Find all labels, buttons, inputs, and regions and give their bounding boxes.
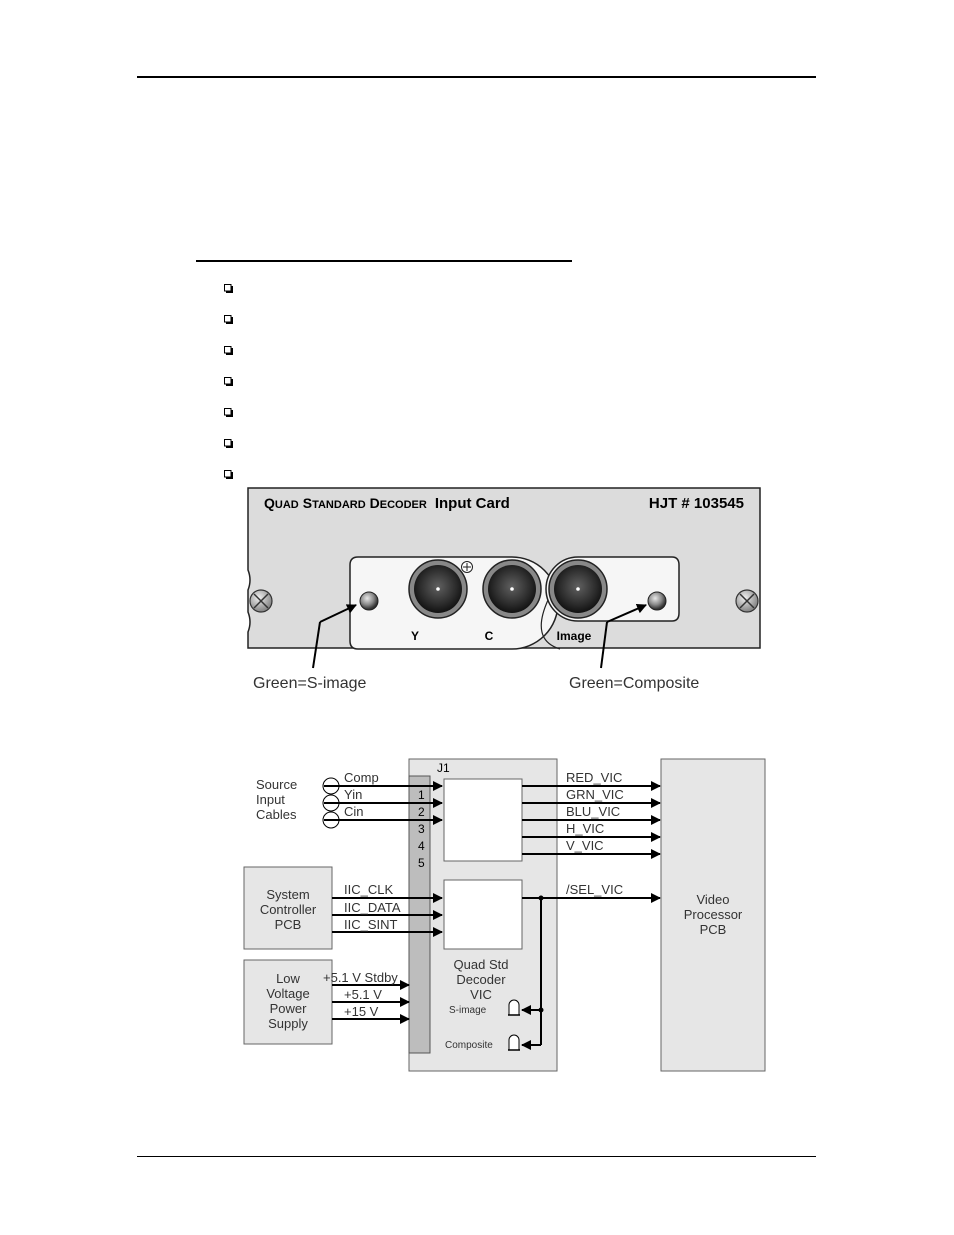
decoder-label-line3: VIC xyxy=(470,987,492,1002)
j1-pin-1: 1 xyxy=(418,788,425,802)
j1-label: J1 xyxy=(437,761,450,775)
system-controller-line2: Controller xyxy=(259,902,317,917)
power-rail-5v: +5.1 V xyxy=(344,987,382,1002)
system-controller-line3: PCB xyxy=(274,917,302,932)
iic-data-label: IIC_DATA xyxy=(344,900,401,915)
input-card-front-panel xyxy=(248,488,760,649)
power-supply-line3: Power xyxy=(269,1001,307,1016)
c-bnc-connector-icon xyxy=(483,560,541,618)
j1-pin-2: 2 xyxy=(418,805,425,819)
decoder-video-block xyxy=(444,779,522,861)
c-label: C xyxy=(484,629,494,643)
j1-pin-5: 5 xyxy=(418,856,425,870)
right-screw-icon xyxy=(736,590,758,612)
sel-vic-label: /SEL_VIC xyxy=(566,882,624,897)
output-v-vic: V_VIC xyxy=(566,838,604,853)
j1-pin-3: 3 xyxy=(418,822,425,836)
input-yin-label: Yin xyxy=(344,787,363,802)
source-label-line1: Source xyxy=(256,777,298,792)
video-processor-line2: Processor xyxy=(683,907,743,922)
system-controller-line1: System xyxy=(266,887,310,902)
decoder-label-line2: Decoder xyxy=(456,972,506,987)
s-image-led-icon xyxy=(360,592,378,610)
part-number: HJT # 103545 xyxy=(648,495,744,512)
image-bnc-connector-icon xyxy=(549,560,607,618)
power-supply-line4: Supply xyxy=(268,1016,308,1031)
output-blu-vic: BLU_VIC xyxy=(566,804,621,819)
s-image-led-caption: Green=S-image xyxy=(253,675,367,692)
output-red-vic: RED_VIC xyxy=(566,770,623,785)
video-processor-line3: PCB xyxy=(699,922,727,937)
source-label-line3: Cables xyxy=(256,807,297,822)
power-rail-stdby: +5.1 V Stdby xyxy=(323,970,398,985)
input-cin-label: Cin xyxy=(344,804,364,819)
image-label: Image xyxy=(556,629,592,643)
composite-led-label: Composite xyxy=(445,1040,493,1051)
composite-led-icon xyxy=(648,592,666,610)
block-diagram xyxy=(244,759,765,1071)
s-image-led-label: S-image xyxy=(449,1005,487,1016)
plus-symbol-icon xyxy=(462,562,473,573)
source-label-line2: Input xyxy=(256,792,285,807)
iic-clk-label: IIC_CLK xyxy=(344,882,394,897)
power-supply-line2: Voltage xyxy=(266,986,310,1001)
j1-pin-4: 4 xyxy=(418,839,425,853)
composite-led-caption: Green=Composite xyxy=(569,675,700,692)
composite-led-symbol-icon xyxy=(508,1035,520,1050)
output-grn-vic: GRN_VIC xyxy=(566,787,624,802)
input-comp-label: Comp xyxy=(344,770,379,785)
s-image-led-symbol-icon xyxy=(508,1000,520,1015)
output-h-vic: H_VIC xyxy=(566,821,605,836)
power-supply-line1: Low xyxy=(276,971,300,986)
y-bnc-connector-icon xyxy=(409,560,467,618)
footer-rule xyxy=(137,1156,816,1157)
decoder-label-line1: Quad Std xyxy=(453,957,509,972)
decoder-control-block xyxy=(444,880,522,949)
y-label: Y xyxy=(410,629,420,643)
power-rail-15v: +15 V xyxy=(344,1004,379,1019)
iic-sint-label: IIC_SINT xyxy=(344,917,398,932)
panel-title: QUAD STANDARD DECODER Input Card xyxy=(264,495,510,512)
left-screw-icon xyxy=(250,590,272,612)
video-processor-line1: Video xyxy=(696,892,730,907)
